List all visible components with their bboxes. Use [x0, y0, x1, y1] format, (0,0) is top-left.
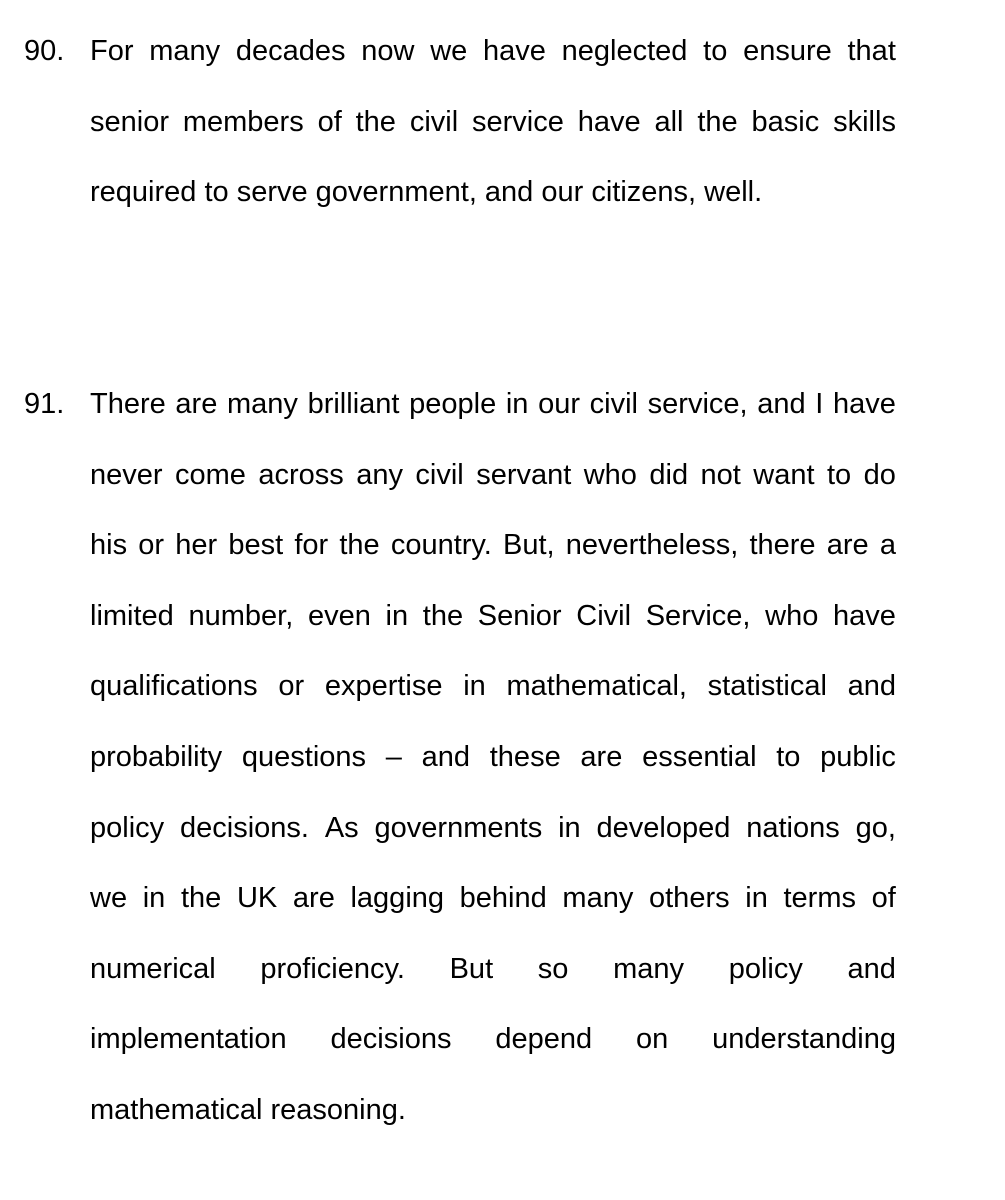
word: we — [430, 35, 468, 67]
word: any — [356, 458, 403, 491]
word: are — [826, 529, 869, 562]
text-line — [90, 651, 896, 722]
word: want — [753, 458, 815, 491]
word: service — [472, 105, 564, 138]
word: or — [138, 529, 165, 562]
word: questions — [241, 740, 367, 773]
word: have — [833, 388, 896, 420]
word: terms — [783, 882, 856, 915]
text-line — [90, 510, 896, 581]
word: decisions — [330, 1023, 452, 1056]
word: are — [580, 740, 623, 773]
word: the — [355, 105, 396, 138]
word: best — [228, 529, 284, 562]
word: senior — [90, 105, 169, 138]
word: who — [765, 599, 819, 632]
word: never — [90, 458, 163, 491]
word: lagging — [350, 882, 445, 915]
word: proficiency. — [260, 952, 405, 985]
word: now — [361, 35, 415, 67]
text-line — [90, 793, 896, 864]
text-line — [90, 581, 896, 652]
word: her — [175, 529, 218, 562]
word: basic — [751, 105, 820, 138]
word: many — [562, 882, 634, 915]
word: people — [409, 388, 497, 420]
paragraph-number: 90. — [24, 35, 65, 67]
word: brilliant — [307, 388, 400, 420]
word: in — [463, 670, 486, 703]
word: expertise — [324, 670, 443, 703]
word: Service, — [645, 599, 751, 632]
word: have — [833, 599, 896, 632]
word: many — [149, 35, 221, 67]
word: decades — [235, 35, 346, 67]
text-line — [90, 440, 896, 511]
word: servant — [476, 458, 572, 491]
word: probability — [90, 740, 223, 773]
text-line — [90, 369, 896, 440]
text-line: required to serve government, and our citizens, well. — [90, 176, 763, 209]
text-line — [90, 1004, 896, 1075]
word: so — [537, 952, 569, 985]
word: and — [847, 952, 896, 985]
word: of — [871, 882, 896, 915]
word: statistical — [707, 670, 827, 703]
word: For — [90, 35, 134, 67]
word: across — [258, 458, 344, 491]
word: we — [90, 882, 128, 915]
word: in — [385, 599, 409, 632]
word: in — [142, 882, 166, 915]
word: our — [538, 388, 581, 420]
text-line — [90, 863, 896, 934]
word: his — [90, 529, 128, 562]
word: many — [227, 388, 298, 420]
text-line: mathematical reasoning. — [90, 1093, 406, 1126]
word: governments — [374, 811, 543, 844]
word: ensure — [743, 35, 832, 67]
word: have — [577, 105, 641, 138]
word: the — [339, 529, 380, 562]
word: nevertheless, — [565, 529, 739, 562]
word: qualifications — [90, 670, 258, 703]
word: did — [649, 458, 689, 491]
word: developed — [596, 811, 731, 844]
word: not — [700, 458, 741, 491]
word: understanding — [712, 1023, 896, 1056]
word: that — [847, 35, 896, 67]
word: policy — [728, 952, 803, 985]
word: – — [385, 740, 402, 773]
word: public — [820, 740, 896, 773]
word: in — [505, 388, 529, 420]
word: policy — [90, 811, 165, 844]
word: I — [815, 388, 824, 420]
word: behind — [459, 882, 547, 915]
word: mathematical, — [506, 670, 687, 703]
word: who — [583, 458, 637, 491]
word: are — [175, 388, 218, 420]
word: Senior — [477, 599, 562, 632]
word: others — [649, 882, 730, 915]
word: neglected — [561, 35, 688, 67]
word: decisions. — [180, 811, 309, 844]
word: the — [180, 882, 222, 915]
word: to — [826, 458, 852, 491]
word: service, — [647, 388, 748, 420]
word: UK — [236, 882, 278, 915]
word: or — [278, 670, 305, 703]
paragraph-text — [90, 16, 896, 228]
text-line — [90, 722, 896, 793]
word: essential — [642, 740, 757, 773]
word: and — [421, 740, 471, 773]
word: implementation — [90, 1023, 287, 1056]
paragraph-90 — [24, 16, 896, 228]
word: of — [317, 105, 342, 138]
word: There — [90, 388, 166, 420]
word: the — [422, 599, 464, 632]
word: there — [749, 529, 816, 562]
word: and — [757, 388, 806, 420]
word: skills — [833, 105, 896, 138]
word: on — [636, 1023, 669, 1056]
word: number, — [188, 599, 294, 632]
word: country. — [390, 529, 492, 562]
word: even — [307, 599, 371, 632]
word: limited — [90, 599, 174, 632]
word: depend — [495, 1023, 593, 1056]
word: nations — [746, 811, 840, 844]
word: all — [654, 105, 684, 138]
word: go, — [855, 811, 896, 844]
word: these — [489, 740, 561, 773]
word: numerical — [90, 952, 216, 985]
word: many — [613, 952, 685, 985]
word: have — [483, 35, 546, 67]
word: Civil — [576, 599, 632, 632]
word: for — [294, 529, 329, 562]
word: But, — [503, 529, 555, 562]
word: come — [174, 458, 246, 491]
word: do — [863, 458, 896, 491]
word: civil — [409, 105, 459, 138]
word: As — [324, 811, 359, 844]
word: civil — [415, 458, 464, 491]
paragraph-text — [90, 369, 896, 1146]
paragraph-91 — [24, 369, 896, 1146]
word: a — [879, 529, 896, 562]
text-line — [90, 934, 896, 1005]
word: in — [558, 811, 581, 844]
word: and — [847, 670, 896, 703]
word: are — [292, 882, 335, 915]
word: in — [745, 882, 768, 915]
text-line — [90, 87, 896, 158]
word: to — [703, 35, 728, 67]
word: the — [697, 105, 738, 138]
word: civil — [589, 388, 639, 420]
paragraph-number: 91. — [24, 388, 65, 420]
word: But — [449, 952, 494, 985]
text-line — [90, 16, 896, 87]
word: members — [182, 105, 304, 138]
word: to — [776, 740, 801, 773]
